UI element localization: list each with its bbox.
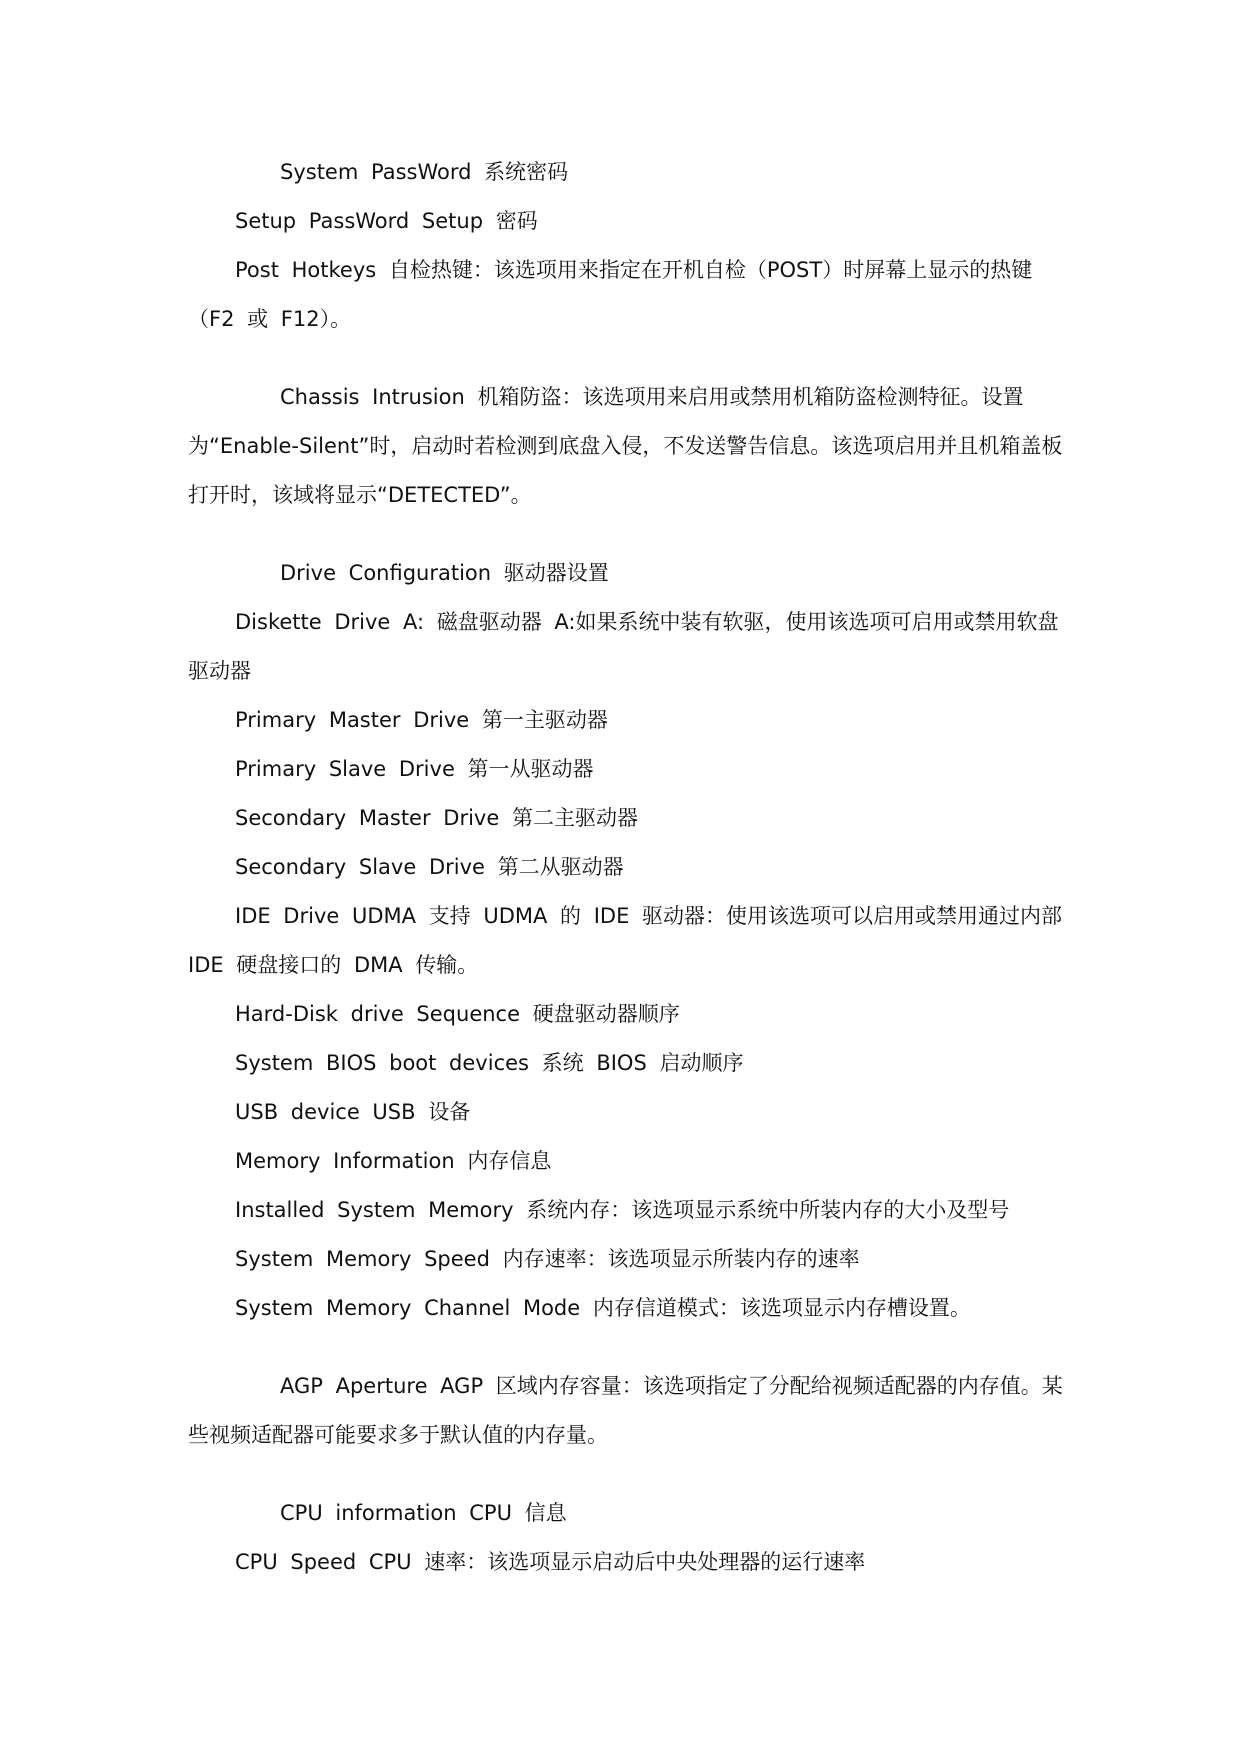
paragraph-ide-drive-udma: IDE Drive UDMA 支持 UDMA 的 IDE 驱动器：使用该选项可以启用或禁用通过内部 IDE 硬盘接口的 DMA 传输。 bbox=[188, 904, 1063, 977]
paragraph-post-hotkeys: Post Hotkeys 自检热键：该选项用来指定在开机自检（POST）时屏幕上显示的热键（F2 或 F12）。 bbox=[188, 258, 1033, 331]
paragraph-memory-speed: System Memory Speed 内存速率：该选项显示所装内存的速率 bbox=[235, 1247, 860, 1271]
paragraph-memory-information: Memory Information 内存信息 bbox=[235, 1149, 552, 1173]
paragraph-bios-boot-devices: System BIOS boot devices 系统 BIOS 启动顺序 bbox=[235, 1051, 744, 1075]
paragraph-hard-disk-sequence: Hard-Disk drive Sequence 硬盘驱动器顺序 bbox=[235, 1002, 680, 1026]
paragraph-memory-channel-mode: System Memory Channel Mode 内存信道模式：该选项显示内存槽设置。 bbox=[235, 1296, 971, 1320]
paragraph-chassis-intrusion: Chassis Intrusion 机箱防盗：该选项用来启用或禁用机箱防盗检测特征。设置为“Enable-Silent”时，启动时若检测到底盘入侵，不发送警告信息。该选项启用并且机箱盖板打开时，该域将显示“DETECTED”。 bbox=[188, 385, 1063, 507]
paragraph-primary-slave: Primary Slave Drive 第一从驱动器 bbox=[235, 757, 594, 781]
paragraph-agp-aperture: AGP Aperture AGP 区域内存容量：该选项指定了分配给视频适配器的内存值。某些视频适配器可能要求多于默认值的内存量。 bbox=[188, 1374, 1063, 1447]
paragraph-cpu-speed: CPU Speed CPU 速率：该选项显示启动后中央处理器的运行速率 bbox=[235, 1550, 866, 1574]
paragraph-secondary-slave: Secondary Slave Drive 第二从驱动器 bbox=[235, 855, 624, 879]
paragraph-system-password: System PassWord 系统密码 bbox=[280, 160, 569, 184]
paragraph-diskette-drive: Diskette Drive A: 磁盘驱动器 A:如果系统中装有软驱，使用该选项可启用或禁用软盘驱动器 bbox=[188, 610, 1059, 683]
paragraph-setup-password: Setup PassWord Setup 密码 bbox=[235, 209, 538, 233]
paragraph-secondary-master: Secondary Master Drive 第二主驱动器 bbox=[235, 806, 638, 830]
paragraph-drive-configuration: Drive Configuration 驱动器设置 bbox=[280, 561, 609, 585]
paragraph-usb-device: USB device USB 设备 bbox=[235, 1100, 471, 1124]
paragraph-installed-memory: Installed System Memory 系统内存：该选项显示系统中所装内存的大小及型号 bbox=[235, 1198, 1010, 1222]
paragraph-primary-master: Primary Master Drive 第一主驱动器 bbox=[235, 708, 608, 732]
paragraph-cpu-information: CPU information CPU 信息 bbox=[280, 1501, 567, 1525]
